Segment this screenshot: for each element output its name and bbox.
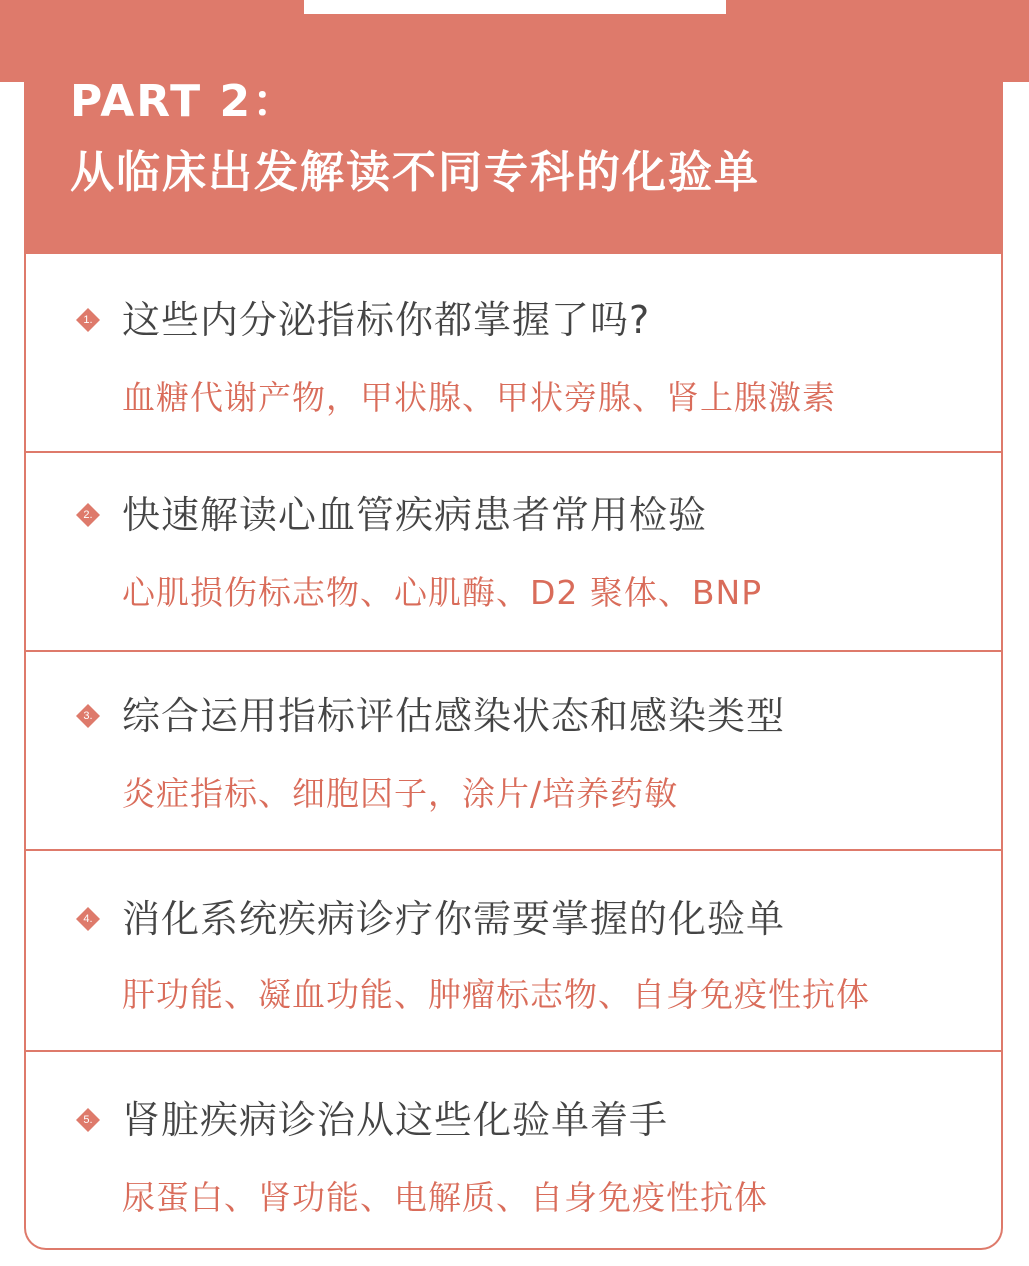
diamond-number-icon xyxy=(76,503,100,527)
item-title: 综合运用指标评估感染状态和感染类型 xyxy=(122,694,786,738)
item-title: 消化系统疾病诊疗你需要掌握的化验单 xyxy=(122,897,786,941)
item-title: 快速解读心血管疾病患者常用检验 xyxy=(122,493,708,537)
item-subtitle: 肝功能、凝血功能、肿瘤标志物、自身免疫性抗体 xyxy=(122,975,870,1014)
item-number: 1. xyxy=(83,314,93,326)
item-subtitle: 炎症指标、细胞因子，涂片/培养药敏 xyxy=(122,774,679,813)
diamond-number-icon xyxy=(76,704,100,728)
list-item xyxy=(26,453,1001,652)
item-number: 4. xyxy=(83,913,93,925)
item-subtitle: 心肌损伤标志物、心肌酶、D2 聚体、BNP xyxy=(122,573,763,612)
list-item xyxy=(26,652,1001,851)
header-title: 从临床出发解读不同专科的化验单 xyxy=(70,147,760,198)
diamond-number-icon xyxy=(76,907,100,931)
item-subtitle: 尿蛋白、肾功能、电解质、自身免疫性抗体 xyxy=(122,1178,768,1217)
diamond-number-icon xyxy=(76,308,100,332)
item-subtitle: 血糖代谢产物，甲状腺、甲状旁腺、肾上腺激素 xyxy=(122,378,836,417)
list-item xyxy=(26,1052,1001,1250)
item-number: 5. xyxy=(83,1114,93,1126)
header-part-label: PART 2： xyxy=(70,82,299,127)
list-item xyxy=(26,254,1001,453)
item-title: 这些内分泌指标你都掌握了吗? xyxy=(122,298,651,342)
item-number: 3. xyxy=(83,710,93,722)
item-number: 2. xyxy=(83,509,93,521)
section-header xyxy=(26,82,1001,254)
content-card xyxy=(24,82,1003,1250)
diamond-number-icon xyxy=(76,1108,100,1132)
top-notch xyxy=(304,0,726,14)
item-title: 肾脏疾病诊治从这些化验单着手 xyxy=(122,1098,669,1142)
list-item xyxy=(26,851,1001,1052)
